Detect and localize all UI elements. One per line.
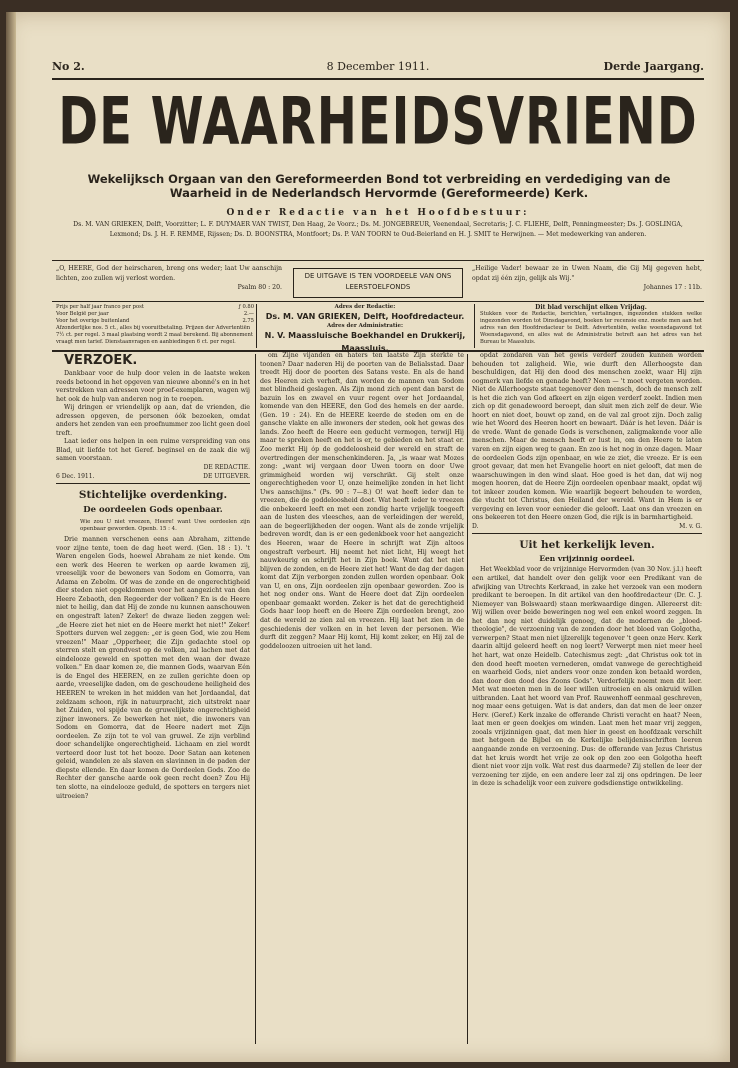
article-body-continued: om Zijne vijanden en haters ten laatste Zijn sterkte te toonen? Daar naderen Hij de poorten van de Belialsstad. Daar treedt Hij door de poorten des Satans veste. En als de hand des Heeren zich verheft, dan worden de mannen van Sodom met blindheid geslagen. Als Zijn mond zich opent dan barst de bazuin los en zwavel en vuur regent over het Jordaandal, komende van den HEERE, den God des hemels en der aarde. (Gen. 19 : 24). En de HEERE keerde de steden om en de gansche vlakte en alle inwoners der steden, ook het gewas des lands. Zoo heeft de Heere een geducht vermogen, terwijl Hij maar te spreken heeft en het is er, te gebieden en het staat er. Zoo merkt Hij óp de goddeloosheid der wereld en straft de overtredingen der menschenkinderen. Ja, „is waar wat Mozes zong: „want wij vergaan door Uwen toorn en door Uwe grimmigheid worden wij verschrikt. Gij stelt onze ongerechtigheden voor U, onze heimelijke zonden in het licht Uws aanschijns." (Ps. 90 : 7—8.) O! wat heeft ieder dan te vreezen, die de goddeloosheid doet. Wat heeft ieder te vreezen die onbekeerd leeft en met een zondig harte vrijelijk toegeeft aan de lusten des vleesches, aan de verleidingen der wereld, aan de begeerlijkheden der oogen. Want als de zonde vrijelijk bedreven wordt, dan is er een gedenkboek voor het aangezicht des Heeren, waar de Heere in schrijft wat Zijn altoos ongestraft verbeurt. Hij neemt het niet licht, Hij weegt het nauwkeurig en schrijft het in Zijn boek. Want dat het niet blijven de zonden, en de Heere ziet het! Want de dag der dagen komt dat Zijn verborgen zonden zullen worden openbaar. Ook van U, en ons, Zijn oordeelen zijn openbaar geworden. Zoo is het nog onder ons. Want de Heere doet dat Zijn oordeelen openbaar gemaakt worden. Zeker is het dat de gerechtigheid Gods haar loop heeft en de Heere Zijn oordeelen brengt, zoo dat de wereld ze zien zal en vreezen. Hij laat het zien in de geschiedenis der volken en in het leven der personen. Wie durft dit zeggen? Maar Hij komt, Hij komt zeker, en Hij zal de goddeloozen uitroeien uit het land. [260, 352, 464, 650]
subscription-info [56, 304, 254, 346]
verzoek-publisher: DE UITGEVER. [203, 472, 250, 480]
price-line [56, 304, 254, 311]
verzoek-paragraph: Laat ieder ons helpen in een ruime verspreiding van ons Blad, uit liefde tot het Geref. beginsel en de zaak die wij samen voorstaan. [56, 438, 250, 463]
weekly-info [480, 304, 702, 346]
motto-rule [52, 301, 704, 302]
article-heading: De oordeelen Gods openbaar. [83, 505, 223, 516]
admin-label: Adres der Administratie: [326, 323, 404, 329]
info-divider [474, 304, 475, 348]
column-divider [255, 354, 256, 1044]
motto-right-text: „Heilige Vader! bewaar ze in Uwen Naam, die Gij Mij gegeven hebt, opdat zij één zijn, gelijk als Wij." [472, 265, 702, 282]
issue-date: 8 December 1911. [326, 60, 430, 73]
motto-right-source: Johannes 17 : 11b. [643, 284, 702, 291]
binding-edge [6, 12, 16, 1062]
signature-initial: D. [472, 522, 479, 530]
newspaper-subtitle: Wekelijksch Orgaan van den Gereformeerden Bond tot verbreiding en verdediging van de Waarheid in de Nederlandsch Hervormde (Gereformeerde) Kerk. [87, 172, 671, 200]
signature-author: M. v. G. [679, 522, 702, 530]
motto-right [472, 264, 702, 293]
newspaper-page [6, 12, 730, 1062]
issue-number: No 2. [52, 60, 85, 73]
price-label: Voor België per jaar [56, 311, 109, 317]
verzoek-signature: DE REDACTIE. [203, 464, 250, 472]
price-extra: Afzonderlijke nos. 5 ct., alles bij vooruitbetaling. Prijzen der Advertentiën 7½ ct. per regel. 3 maal plaatsing wordt 2 maal berekend. Bij abonnement vraagt men tarief. Dienstaanvragen en aanbiedingen 6 ct. per regel. [56, 325, 253, 345]
verzoek-paragraph: Dankbaar voor de hulp door velen in de laatste weken reeds betoond in het opgeven van nieuwe abonné's en in het verstrekken van adressen voor proef-exemplaren, wagen wij het ook de hulp van anderen nog in te roepen. [56, 370, 250, 403]
verzoek-dateline [56, 473, 250, 485]
editor-label: Adres der Redactie: [334, 304, 396, 310]
board-members: Ds. M. VAN GRIEKEN, Delft, Voorzitter; L. F. DUYMAER VAN TWIST, Den Haag, 2e Voorz.; Ds. M. JONGEBREUR, Veenendaal, Secretaris; J. C. FLIEHE, Delft, Penningmeester; Ds. J. GOSLINGA, Lexmond; Ds. J. H. F. REMME, Rijssen; Ds. D. BOONSTRA, Montfoort; Ds. P. VAN TOORN te Oud-Beierland en H. J. SMIT te Herwijnen. — Met medewerking van anderen. [73, 221, 683, 238]
board-rule [52, 260, 704, 261]
column-3 [472, 352, 702, 1052]
article-signature [472, 523, 702, 535]
weekly-heading: Dit blad verschijnt elken Vrijdag. [535, 304, 647, 311]
editor-address: Ds. M. VAN GRIEKEN, Delft, Hoofdredacteur. [265, 312, 465, 321]
verzoek-paragraph: Wij dringen er vriendelijk op aan, dat de vrienden, die adressen opgeven, de personen óók bezoeken, omdat anders het zenden van een proefnummer zoo licht geen doel treft. [56, 404, 250, 437]
board-heading: Onder Redactie van het Hoofdbestuur: [226, 208, 530, 218]
verzoek-date: 6 Dec. 1911. [56, 472, 95, 480]
masthead-topline [52, 60, 704, 76]
article-body-end: opdat zondaren van het gewis verderf zouden kunnen worden behouden tot zaligheid. Wie, wie durft den Allerhoogste dan beschuldigen, dat Hij den dood des menschen zoekt, waar Hij zijn oogmerk van liefde en genade heeft? Neen — 't moet vergeten worden. Niet de Allerhoogste staat tegenover den mensch, doch de mensch zelf is het die zich van God afkeert en zijn eigen verderf zoekt. Indien men zich op dit genadewoord beroept, dan sluit men zich zelf de deur. Wie hoort en niet doet, bouwt op zand, en de val zal groot zijn. Doch zalig wie het Woord des Heeren hoort en bewaart. Dáár is het leven. Dáár is de vrede. Want de genade Gods is verschenen, zaligmakende voor alle menschen. Maar de mensch heeft er lust in, om den Heere te laten varen en zijn eigen weg te gaan. En zoo is het nog in onze dagen. Maar de oordeelen Gods zijn openbaar, en wie ze ziet, die vreeze. Er is een groot gevaar, dat men het Evangelie hoort en niet gelooft, dat men de waarschuwingen in den wind slaat. Hoe goed is het dan, dat wij nog mogen hooren, dat de Heere Zijn oordeelen openbaar maakt, opdat wij tot inkeer zouden komen. Wie waarlijk begeert behouden te worden, die vlucht tot Christus, den Heiland der wereld. Want in Hem is er vergeving en leven voor eenieder die gelooft. Laat ons dan vreezen en ons bekeeren tot den Heere onzen God, die rijk is in barmhartigheid. [472, 352, 702, 522]
motto-left [56, 264, 282, 293]
motto-center-box: DE UITGAVE IS TEN VOORDEELE VAN ONS LEERSTOELFONDS [293, 268, 463, 298]
article-quote: Wie zou U niet vreezen, Heere! want Uwe oordeelen zijn openbaar geworden. Openb. 15 : 4. [80, 519, 250, 533]
verzoek-heading: VERZOEK. [64, 353, 138, 368]
column-divider [467, 354, 468, 1044]
price-value: 2.— [243, 311, 254, 317]
motto-left-source: Psalm 80 : 20. [237, 284, 282, 291]
column-1 [56, 352, 250, 1052]
admin-address: N. V. Maassluische Boekhandel en Drukkerij, Maassluis. [264, 331, 466, 353]
price-line [56, 311, 254, 318]
address-info [260, 304, 470, 355]
price-value: 2.75 [242, 318, 254, 324]
section-heading: Stichtelijke overdenking. [78, 489, 228, 502]
price-label: Voor het overige buitenland [56, 318, 130, 324]
article-body: Drie mannen verschenen eens aan Abraham, zittende voor zijne tente, toen de dag heet werd. (Gen. 18 : 1). 't Waren engelen Gods, hoewel Abraham ze niet kende. Om een werk des Heeren te werken op aarde kwamen zij, vreeselijk voor de bewoners van Sodom en Gomorra, van Adama en Zeboïm. Of was de zonde en de ongerechtigheid dier steden niet opgeklommen voor het aangezicht van den Heere Zebaoth, den Regeerder der volken? En is de Heere niet te heilig, dan dat Hij de zonde nu kunnen aanschouwen en ongestraft laten? Zeker! de dwaze lieden zeggen wel: „de Heere ziet het niet en de Heere merkt het niet!" Zeker! Spotters durven wel zeggen: „er is geen God, wie zou Hem vreezen!" Maar „Opperheer, die Zijn gedachte stoel op sterren stelt en grondvest op de volken, zal lachen met dat eindelooze geweld en spotten met den waan der dwaze volken." En daar komen ze, die mannen Gods, waarvan Eén is de Engel des HEEREN, en ze zullen gerichte doen op aarde, vreeselijke daden, om de geschoudene heiligheid des HEEREN te wreken in het midden van het Jordaandal, dat zeldzaam schoon, rijk in natuurpracht, zich uitstrekt naar het Zuiden, vol spijde van de gruwelijkste ongerechtigheid zijner inwoners. Ze bewerken het niet, die inwoners van Sodom en Gomorra, dat de Heere nadert met Zijn oordeelen. Ze zijn tot te vol van gruwel. Ze zijn verblind door schandelijke ongerechtigheid. Lichaam en ziel wordt verteerd door lust tot het booze. Door Satan aan ketenen geleid, wandelen ze als slaven en slavinnen in de paden der diepste ellende. En daar komen de Oordeelen Gods. Zoo de Rechter der gansche aarde ook geen recht doen? Zou Hij ten slotte, na eindelooze geduld, de spotters en tergers niet uitroeien? [56, 536, 250, 800]
column-2 [260, 352, 464, 1052]
motto-left-text: „O, HEERE, God der heirscharen, breng ons weder; laat Uw aanschijn lichten, zoo zullen wij verlost worden. [56, 265, 282, 282]
price-label: Prijs per half jaar franco per post [56, 304, 144, 310]
church-life-body: Het Weekblad voor de vrijzinnige Hervormden (van 30 Nov. j.l.) heeft een artikel, dat handelt over den gelijk voor een Predikant van de afwijking van Utrechts Kerkraad, in zake het verzoek van een modern predikant te beroepen. In dit artikel van den hoofdredacteur (Dr. C. J. Niemeyer van Bolswaard) staan merkwaardige dingen. Allereerst dit: Wij willen over beide beweringen nog wel een enkel woord zeggen. In het dan nog niet duidelijk genoeg, dat de modernen de „bloed-theologie", de verzoening van de zonden door het bloed van Golgotha, verwerpen? Staat men niet ijlzerelijk tegenover 't geen onze Herv. Kerk daarin altijd geleerd heeft en nog leert? Verwerpt men niet meer heel het hart, wat onze Heidelb. Catechismus zegt: „dat Christus ook tot in den dood heeft moeten vernederen, omdat vanwege de gerechtigheid en waarheid Gods, niet anders voor onze zonden kon betaald worden, dan door den dood des Zoons Gods". Verderfelijk noemt men dit leer. Met wat moeten men in de leer willen uitroeien en als onkruid willen uitbranden. Laat het woord van Prof. Rauwenhoff eenmaal geschreven, nog maar eens getuigen. Wat is dat anders, dan dat men de leer onzer Herv. (Geref.) Kerk inzake de offerande Christi veracht en haat? Neen, laat men er geen doekjes om winden. Laat men het maar vrij zeggen, zooals vrijzinnigen gaat, dat men hier in geest en hoofdzaak verschilt met hetgeen de Bijbel en de Kerkelijke belijdenisschriften leeren aangaande zonde en verzoening. Dus: de offerande van Jezus Christus dat het kruis wordt het vrije ze ook op den zoo een Golgotha heeft dient niet voor zijn volk. Wat rest dus daarmede? Zij stellen de leer der verzoening ter zijde, en een andere leer zal zij ons opdringen. De leer in deze is schadelijk voor een zuivere godsdienstige ontwikkeling. [472, 566, 702, 788]
church-life-heading: Uit het kerkelijk leven. [519, 539, 655, 552]
newspaper-title: DE WAARHEIDSVRIEND [58, 84, 698, 160]
volume-label: Derde Jaargang. [603, 60, 704, 73]
price-value: ƒ 0.80 [238, 304, 254, 310]
info-divider [256, 304, 257, 348]
masthead-rule [52, 78, 704, 80]
church-life-subheading: Een vrijzinnig oordeel. [539, 554, 635, 564]
price-line [56, 318, 254, 325]
weekly-text: Stukken voor de Redactie, berichten, vertalingen, ingezonden stukken welke ingezonden worden tot Dinsdagavond, boeken ter recensie enz. moete men aan het adres van den Hoofdredacteur te Delft. Advertentiën, welke woensdagavond tot Woensdagavond, en alles wat de Administratie betreft aan het adres van het Bureau te Maassluis. [480, 311, 702, 345]
